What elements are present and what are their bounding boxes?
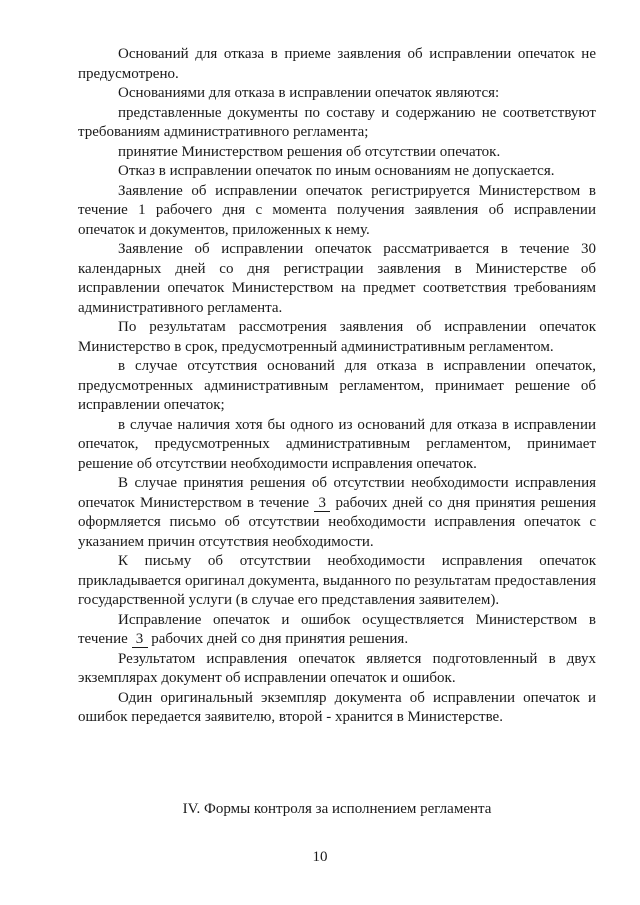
paragraph: Заявление об исправлении опечаток рассматривается в течение 30 календарных дней со дня регистрации заявления в Министерстве об исправлении опечаток Министерством на предмет соответствия требованиям административного регламента. — [78, 241, 596, 316]
paragraph: Результатом исправления опечаток является подготовленный в двух экземплярах документ об исправлении опечаток и ошибок. — [78, 650, 596, 686]
paragraph: По результатам рассмотрения заявления об исправлении опечаток Министерство в срок, предусмотренный административным регламентом. — [78, 319, 596, 355]
paragraph: Отказ в исправлении опечаток по иным основаниям не допускается. — [118, 163, 555, 179]
paragraph: в случае наличия хотя бы одного из оснований для отказа в исправлении опечаток, предусмотренных административным регламентом, принимает решение об отсутствии необходимости исправления опечаток. — [78, 416, 596, 472]
paragraph: принятие Министерством решения об отсутствии опечаток. — [118, 143, 501, 160]
paragraph-text: Исправление опечаток и ошибок осуществляется Министерством в течение — [78, 611, 596, 647]
paragraph — [78, 474, 596, 552]
paragraph-text: В случае принятия решения об отсутствии необходимости исправления опечаток Министерством в течение — [78, 475, 596, 511]
filled-blank: 3 — [314, 496, 330, 512]
paragraph — [78, 611, 596, 650]
page-number: 10 — [312, 849, 328, 865]
paragraph: Основаниями для отказа в исправлении опечаток являются: — [118, 85, 500, 101]
paragraph: К письму об отсутствии необходимости исправления опечаток прикладывается оригинал документа, выданного по результатам предоставления государственной услуги (в случае его представления заявителем). — [78, 553, 596, 608]
paragraph-text: рабочих дней со дня принятия решения. — [151, 631, 409, 647]
paragraph-text: рабочих дней со дня принятия решения оформляется письмо об отсутствии необходимости исправления опечаток с указанием причин отсутствия необходимости. — [78, 494, 597, 550]
paragraph: в случае отсутствия оснований для отказа в исправлении опечаток, предусмотренных административным регламентом, принимает решение об исправлении опечаток; — [78, 358, 596, 413]
paragraph: Один оригинальный экземпляр документа об исправлении опечаток и ошибок передается заявителю, второй - хранится в Министерстве. — [78, 689, 596, 725]
paragraph: Оснований для отказа в приеме заявления об исправлении опечаток не предусмотрено. — [78, 46, 596, 82]
paragraph: Заявление об исправлении опечаток регистрируется Министерством в течение 1 рабочего дня с момента получения заявления об исправлении опечаток и документов, приложенных к нему. — [78, 182, 596, 238]
filled-blank: 3 — [132, 632, 148, 648]
document-body — [78, 45, 596, 728]
paragraph: представленные документы по составу и содержанию не соответствуют требованиям административного регламента; — [78, 104, 596, 140]
section-heading: IV. Формы контроля за исполнением регламента — [182, 801, 492, 817]
